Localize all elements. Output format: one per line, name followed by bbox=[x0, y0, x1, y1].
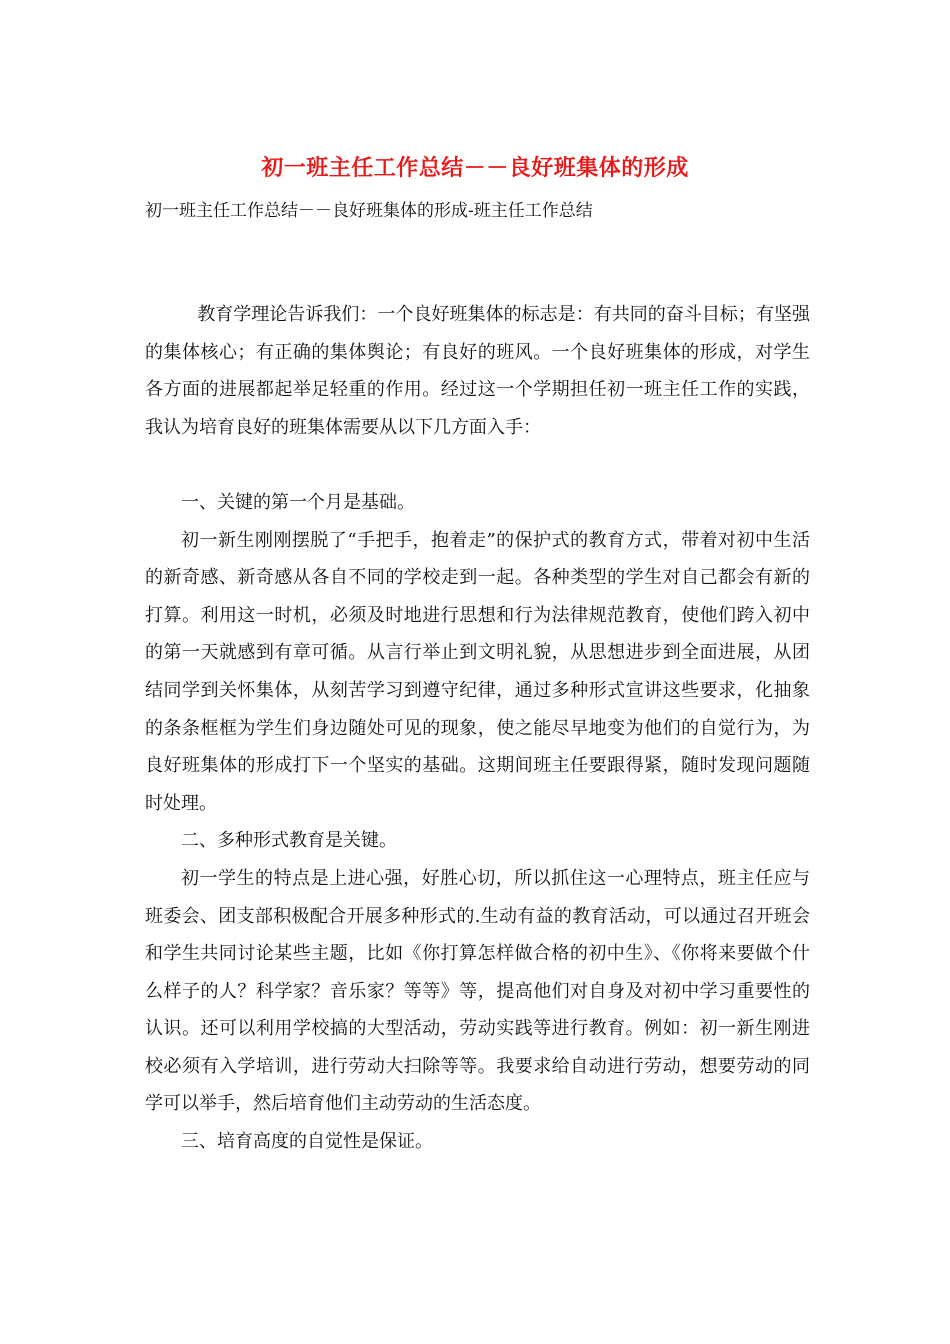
section-2-heading: 二、多种形式教育是关键。 bbox=[181, 830, 397, 852]
section-2-body: 初一学生的特点是上进心强，好胜心切，所以抓住这一心理特点，班主任应与班委会、团支部积极配合开展多种形式的.生动有益的教育活动，可以通过召开班会和学生共同讨论某些主题，比如《你打算怎样做合格的初中生》、《你将来要做个什么样子的人？科学家？音乐家？等等》等，提高他们对自身及对初中学习重要性的认识。还可以利用学校搞的大型活动，劳动实践等进行教育。例如：初一新生刚进校必须有入学培训，进行劳动大扫除等等。我要求给自动进行劳动，想要劳动的同学可以举手，然后培育他们主动劳动的生活态度。 bbox=[145, 867, 810, 1115]
document-title: 初一班主任工作总结－－良好班集体的形成 bbox=[261, 155, 689, 181]
intro-paragraph: 教育学理论告诉我们：一个良好班集体的标志是：有共同的奋斗目标；有坚强的集体核心；有正确的集体舆论；有良好的班风。一个良好班集体的形成，对学生各方面的进展都起举足轻重的作用。经过这一个学期担任初一班主任工作的实践，我认为培育良好的班集体需要从以下几方面入手： bbox=[145, 304, 810, 438]
section-1-body: 初一新生刚刚摆脱了“手把手，抱着走”的保护式的教育方式，带着对初中生活的新奇感、新奇感从各自不同的学校走到一起。各种类型的学生对自己都会有新的打算。利用这一时机，必须及时地进行思想和行为法律规范教育，使他们跨入初中的第一天就感到有章可循。从言行举止到文明礼貌，从思想进步到全面进展，从团结同学到关怀集体，从刻苦学习到遵守纪律，通过多种形式宣讲这些要求，化抽象的条条框框为学生们身边随处可见的现象，使之能尽早地变为他们的自觉行为，为良好班集体的形成打下一个坚实的基础。这期间班主任要跟得紧，随时发现问题随时处理。 bbox=[145, 529, 810, 814]
section-3-heading: 三、培育高度的自觉性是保证。 bbox=[181, 1131, 433, 1153]
document-subtitle: 初一班主任工作总结－－良好班集体的形成-班主任工作总结 bbox=[145, 201, 593, 221]
section-1-heading: 一、关键的第一个月是基础。 bbox=[181, 491, 415, 513]
paragraph-spacer bbox=[145, 446, 810, 484]
document-body bbox=[145, 296, 810, 1161]
